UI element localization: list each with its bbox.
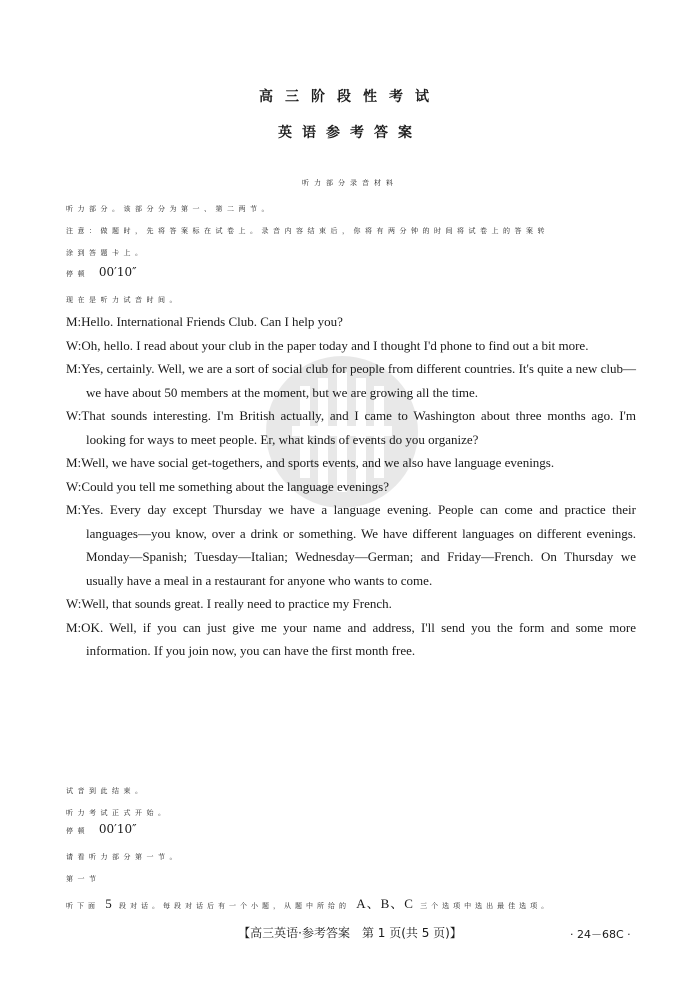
pause-label: 停顿 <box>66 270 89 278</box>
dialogue-line <box>66 475 636 499</box>
utterance: Yes. Every day except Thursday we have a language evening. People can come and practice their languages—you know, over a drink or something. We have different languages on different evenings. Monday—Spanish; Tuesday—Italian; Wednesday—German; and Friday—French. On Thursday we usually have a meal in a restaurant for anyone who wants to come. <box>81 502 636 588</box>
trial-start-line: 现在是听力试音时间。 <box>66 296 181 304</box>
instr-part-c: 三个选项中选出最佳选项。 <box>420 902 553 910</box>
instr-options: A、B、C <box>356 896 414 911</box>
speaker: W: <box>66 596 82 611</box>
utterance: Yes, certainly. Well, we are a sort of social club for people from different countries. It's quite a new club—we have about 50 members at the moment, but we are growing all the time. <box>81 361 636 400</box>
read-section-line: 请看听力部分第一节。 <box>66 853 181 861</box>
dialogue <box>66 310 636 663</box>
pause-line-2 <box>66 822 137 836</box>
pause-line <box>66 265 137 279</box>
dialogue-line <box>66 310 636 334</box>
pause-time: 00′10″ <box>98 265 137 279</box>
intro-line: 听力部分。该部分分为第一、第二两节。 <box>66 205 273 213</box>
instr-part-b: 段对话。每段对话后有一个小题，从题中所给的 <box>118 902 350 910</box>
speaker: M: <box>66 361 82 376</box>
section-heading: 听力部分录音材料 <box>302 179 398 187</box>
speaker: M: <box>66 455 82 470</box>
notice-line-cont: 涂到答题卡上。 <box>66 249 147 257</box>
speaker: M: <box>66 502 82 517</box>
utterance: Could you tell me something about the language evenings? <box>81 478 390 494</box>
exam-title: 高三阶段性考试 <box>259 89 441 105</box>
speaker: M: <box>66 619 82 635</box>
speaker: W: <box>66 337 82 353</box>
dialogue-line <box>66 451 636 475</box>
instr-part-a: 听下面 <box>66 902 99 910</box>
utterance: That sounds interesting. I'm British actually, and I came to Washington about three months ago. I'm looking for ways to meet people. Er, what kinds of events do you organize? <box>81 408 636 447</box>
dialogue-line <box>66 592 636 616</box>
footer-code: · 24－68C · <box>570 928 631 941</box>
notice-line: 注意：做题时，先将答案标在试卷上。录音内容结束后，你将有两分钟的时间将试卷上的答案转 <box>66 227 549 235</box>
speaker: M: <box>66 314 82 329</box>
section-instruction <box>66 893 552 912</box>
trial-end-line: 试音到此结束。 <box>66 787 147 795</box>
dialogue-line <box>66 616 636 663</box>
utterance: Well, we have social get-togethers, and sports events, and we also have language evenings. <box>81 455 555 470</box>
dialogue-line <box>66 334 636 358</box>
exam-subtitle: 英语参考答案 <box>278 125 422 141</box>
utterance: Oh, hello. I read about your club in the paper today and I thought I'd phone to find out a bit more. <box>81 337 589 353</box>
utterance: Well, that sounds great. I really need to practice my French. <box>81 596 392 611</box>
pause-label: 停顿 <box>66 827 89 835</box>
dialogue-line <box>66 404 636 451</box>
speaker: W: <box>66 478 82 494</box>
utterance: OK. Well, if you can just give me your name and address, I'll send you the form and some more information. If you join now, you can have the first month free. <box>81 619 636 658</box>
formal-start-line: 听力考试正式开始。 <box>66 809 170 817</box>
pause-time: 00′10″ <box>98 822 137 836</box>
speaker: W: <box>66 408 82 423</box>
section-one-label: 第一节 <box>66 875 101 883</box>
dialogue-line <box>66 498 636 592</box>
dialogue-line <box>66 357 636 404</box>
utterance: Hello. International Friends Club. Can I help you? <box>81 314 343 329</box>
page-footer: 【高三英语·参考答案 第 1 页(共 5 页)】 <box>238 926 462 940</box>
instr-number: 5 <box>105 896 113 911</box>
